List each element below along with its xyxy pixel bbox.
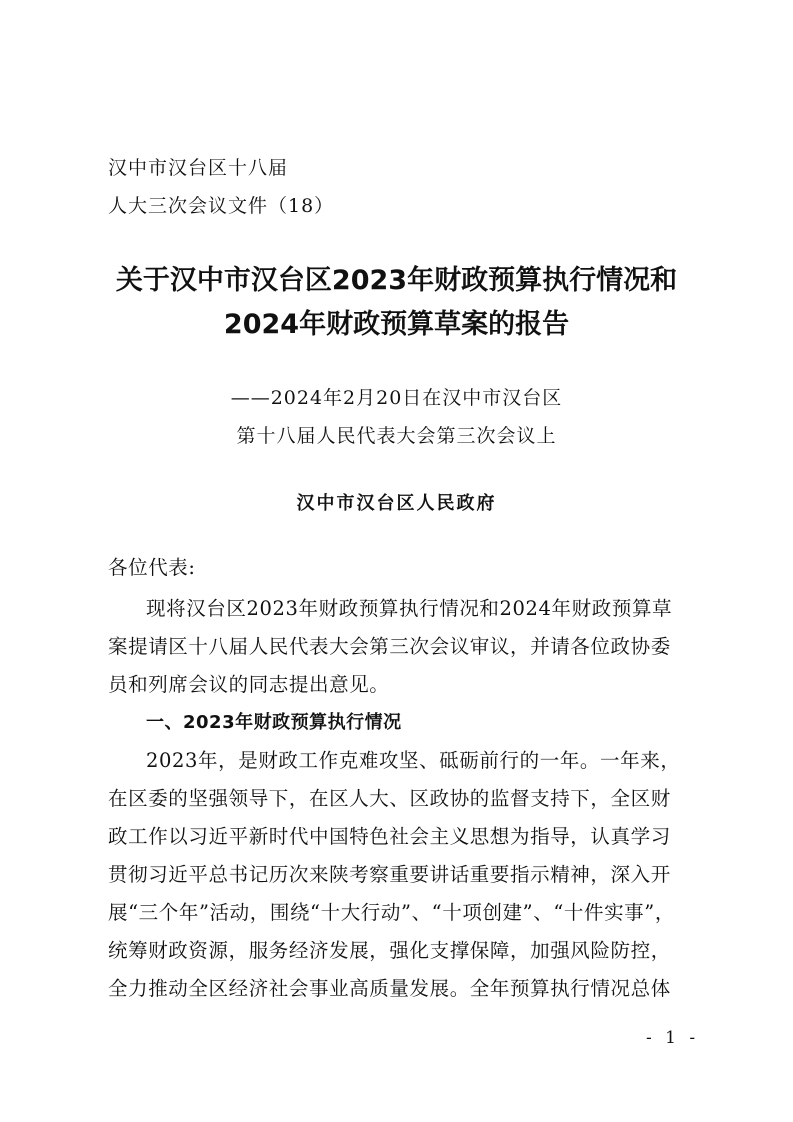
paragraph-line: 2023年，是财政工作克难攻坚、砥砺前行的一年。一年来，: [146, 749, 681, 772]
paragraph-line: 政工作以习近平新时代中国特色社会主义思想为指导，认真学习: [108, 825, 671, 848]
paragraph-line: 贯彻习近平总书记历次来陕考察重要讲话重要指示精神，深入开: [108, 863, 671, 886]
paragraph-line: 案提请区十八届人民代表大会第三次会议审议，并请各位政协委: [108, 635, 671, 658]
paragraph-line: 员和列席会议的同志提出意见。: [108, 673, 390, 696]
paragraph-line: 统筹财政资源，服务经济发展，强化支撑保障，加强风险防控，: [108, 939, 671, 962]
document-meta-file-number: 人大三次会议文件（18）: [108, 195, 335, 217]
paragraph-line: 现将汉台区2023年财政预算执行情况和2024年财政预算草: [146, 597, 673, 620]
paragraph-line: 展“三个年”活动，围绕“十大行动”、“十项创建”、“十件实事”，: [108, 901, 675, 924]
salutation: 各位代表:: [108, 556, 196, 579]
report-title-line2: 2024年财政预算草案的报告: [223, 309, 570, 340]
paragraph-line: 全力推动全区经济社会事业高质量发展。全年预算执行情况总体: [108, 977, 671, 1000]
report-subtitle-line1: ——2024年2月20日在汉中市汉台区: [230, 387, 563, 409]
document-meta-session: 汉中市汉台区十八届: [108, 157, 289, 179]
section-heading: 一、2023年财政预算执行情况: [146, 712, 402, 733]
paragraph-line: 在区委的坚强领导下，在区人大、区政协的监督支持下，全区财: [108, 787, 671, 810]
report-subtitle-line2: 第十八届人民代表大会第三次会议上: [236, 425, 557, 447]
report-author: 汉中市汉台区人民政府: [296, 493, 497, 514]
report-title-line1: 关于汉中市汉台区2023年财政预算执行情况和: [115, 265, 678, 296]
page-number: - 1 -: [646, 1028, 700, 1048]
